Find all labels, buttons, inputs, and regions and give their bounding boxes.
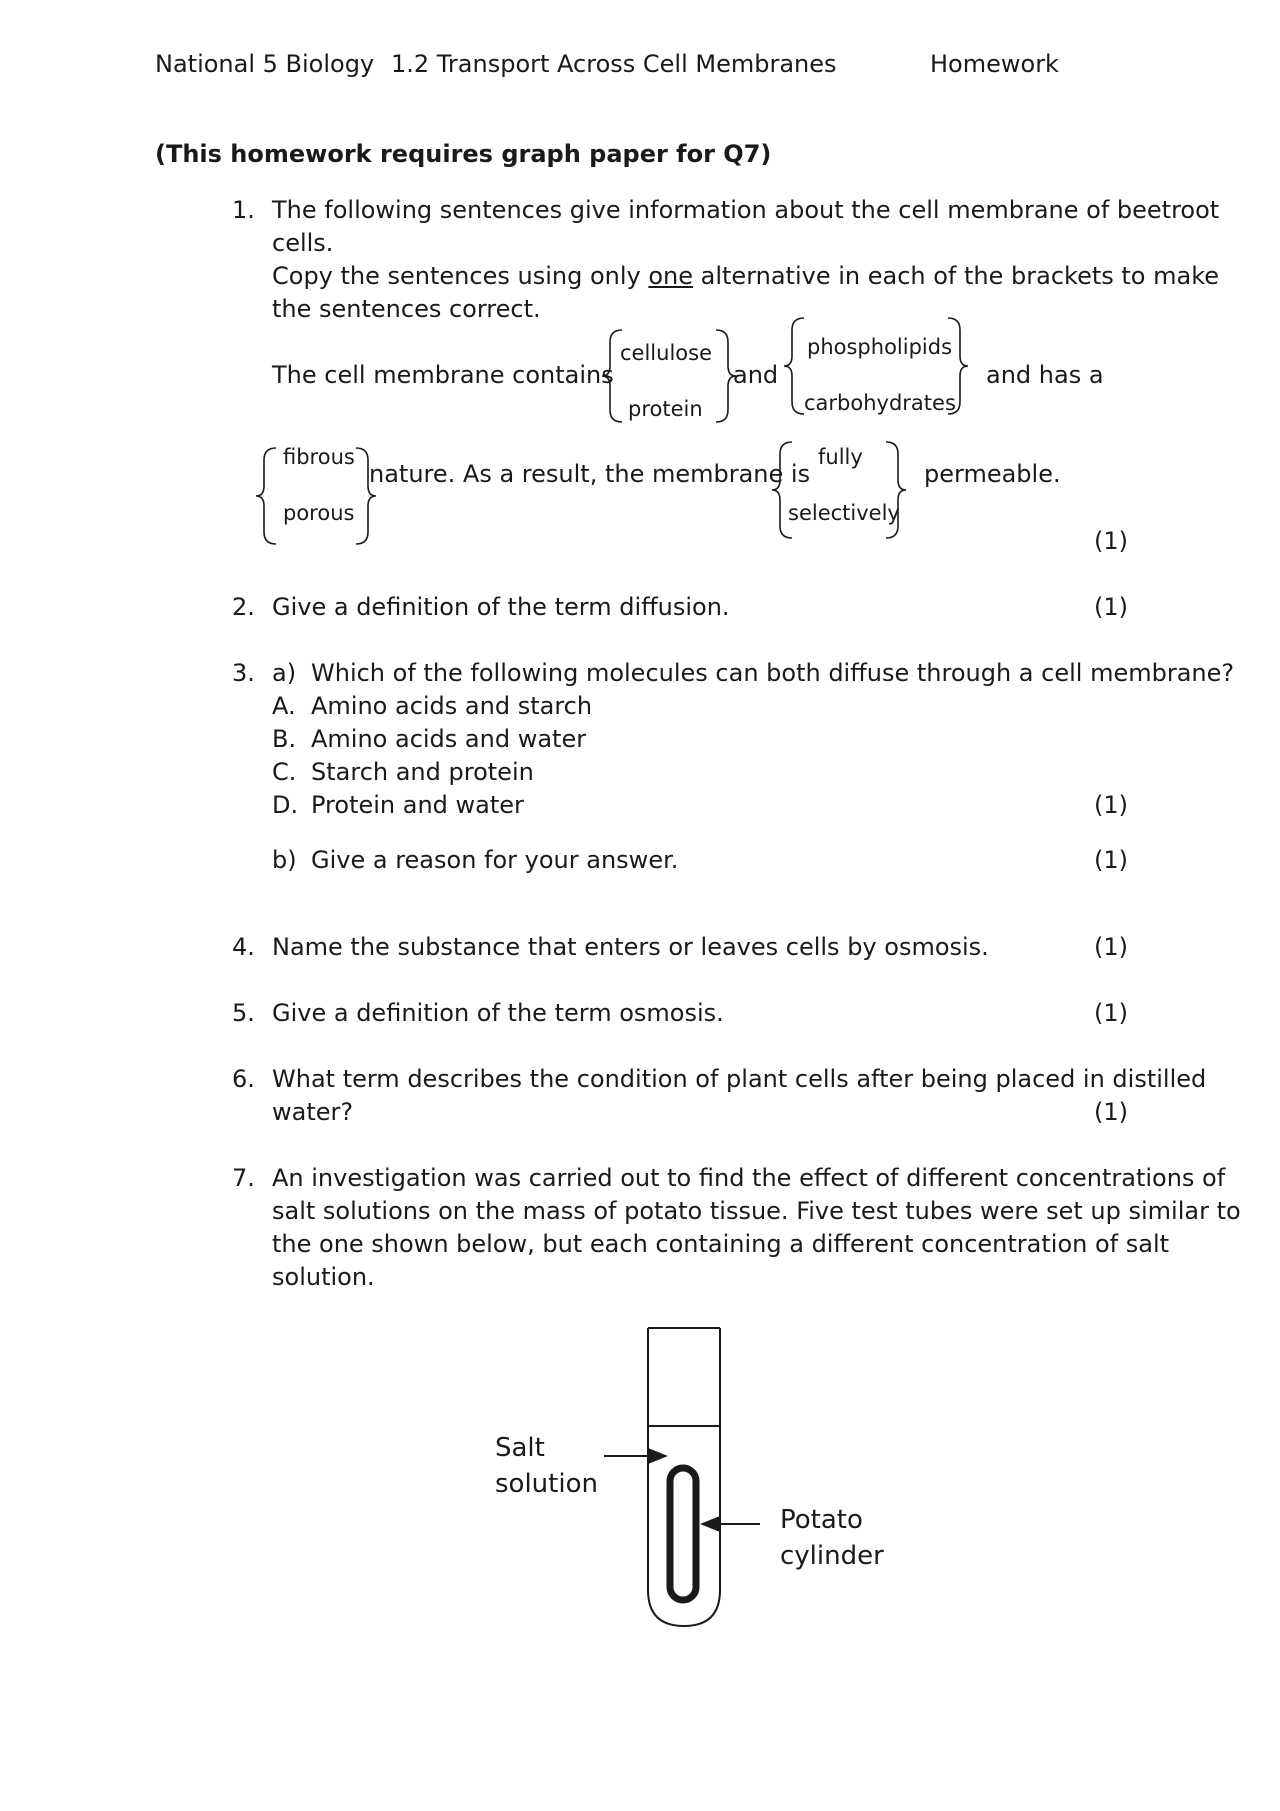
header-type: Homework — [930, 50, 1059, 78]
choice3-option-fibrous: fibrous — [283, 445, 355, 469]
q4-text: Name the substance that enters or leaves cells by osmosis. — [272, 933, 989, 961]
q1-marks: (1) — [1094, 527, 1128, 555]
header-course: National 5 Biology — [155, 50, 375, 78]
q6-marks: (1) — [1094, 1098, 1128, 1126]
q3a-label: a) — [272, 659, 297, 687]
q4-marks: (1) — [1094, 933, 1128, 961]
q1-underlined-word: one — [648, 262, 694, 290]
choice4-right-brace — [884, 440, 914, 540]
q3b-label: b) — [272, 846, 297, 874]
q1-and: and — [733, 361, 779, 389]
q1-middle: nature. As a result, the membrane is — [369, 460, 811, 488]
q7-line3: the one shown below, but each containing a different concentration of salt — [272, 1230, 1170, 1258]
choice4-option-selectively: selectively — [788, 501, 900, 525]
q1-sentence-start: The cell membrane contains — [272, 361, 614, 389]
q7-number: 7. — [232, 1164, 255, 1192]
q2-number: 2. — [232, 593, 255, 621]
q1-number: 1. — [232, 196, 255, 224]
q6-number: 6. — [232, 1065, 255, 1093]
q7-line1: An investigation was carried out to find the effect of different concentrations of — [272, 1164, 1226, 1192]
q1-line2: cells. — [272, 229, 334, 257]
choice2-right-brace — [946, 316, 976, 416]
q6-line2: water? — [272, 1098, 354, 1126]
q3a-text: Which of the following molecules can both diffuse through a cell membrane? — [311, 659, 1235, 687]
q3-option-text: Starch and protein — [311, 758, 534, 786]
q2-marks: (1) — [1094, 593, 1128, 621]
q1-line3: Copy the sentences using only one alternative in each of the brackets to make — [272, 262, 1219, 290]
q3-option-letter: D. — [272, 791, 299, 819]
q3-option-letter: A. — [272, 692, 296, 720]
potato-cylinder — [670, 1468, 696, 1600]
q3b-marks: (1) — [1094, 846, 1128, 874]
q1-line1: The following sentences give information about the cell membrane of beetroot — [272, 196, 1220, 224]
q3-option-letter: C. — [272, 758, 297, 786]
q4-number: 4. — [232, 933, 255, 961]
choice2-option-carbohydrates: carbohydrates — [804, 391, 956, 415]
choice1-option-protein: protein — [628, 397, 703, 421]
q1-and-has-a: and has a — [986, 361, 1104, 389]
q7-line4: solution. — [272, 1263, 375, 1291]
q3b-text: Give a reason for your answer. — [311, 846, 679, 874]
q5-number: 5. — [232, 999, 255, 1027]
q2-text: Give a definition of the term diffusion. — [272, 593, 730, 621]
choice3-left-brace — [254, 446, 284, 546]
label-potato-cylinder: Potato cylinder — [780, 1505, 884, 1571]
test-tube-diagram — [600, 1320, 800, 1640]
q5-text: Give a definition of the term osmosis. — [272, 999, 724, 1027]
q3-option-text: Amino acids and water — [311, 725, 587, 753]
header-topic: 1.2 Transport Across Cell Membranes — [391, 50, 837, 78]
choice3-option-porous: porous — [283, 501, 355, 525]
choice1-option-cellulose: cellulose — [620, 341, 712, 365]
q5-marks: (1) — [1094, 999, 1128, 1027]
q7-line2: salt solutions on the mass of potato tissue. Five test tubes were set up similar to — [272, 1197, 1241, 1225]
choice2-option-phospholipids: phospholipids — [807, 335, 953, 359]
q3a-marks: (1) — [1094, 791, 1128, 819]
q3-option-text: Protein and water — [311, 791, 524, 819]
q3-option-letter: B. — [272, 725, 297, 753]
q3-option-text: Amino acids and starch — [311, 692, 593, 720]
choice4-option-fully: fully — [818, 445, 863, 469]
q1-line4: the sentences correct. — [272, 295, 541, 323]
q1-end: permeable. — [924, 460, 1061, 488]
test-tube — [648, 1328, 720, 1626]
q6-line1: What term describes the condition of plant cells after being placed in distilled — [272, 1065, 1207, 1093]
graph-paper-note: (This homework requires graph paper for Q7) — [155, 140, 772, 168]
label-salt-solution: Salt solution — [495, 1433, 598, 1499]
q3-number: 3. — [232, 659, 255, 687]
